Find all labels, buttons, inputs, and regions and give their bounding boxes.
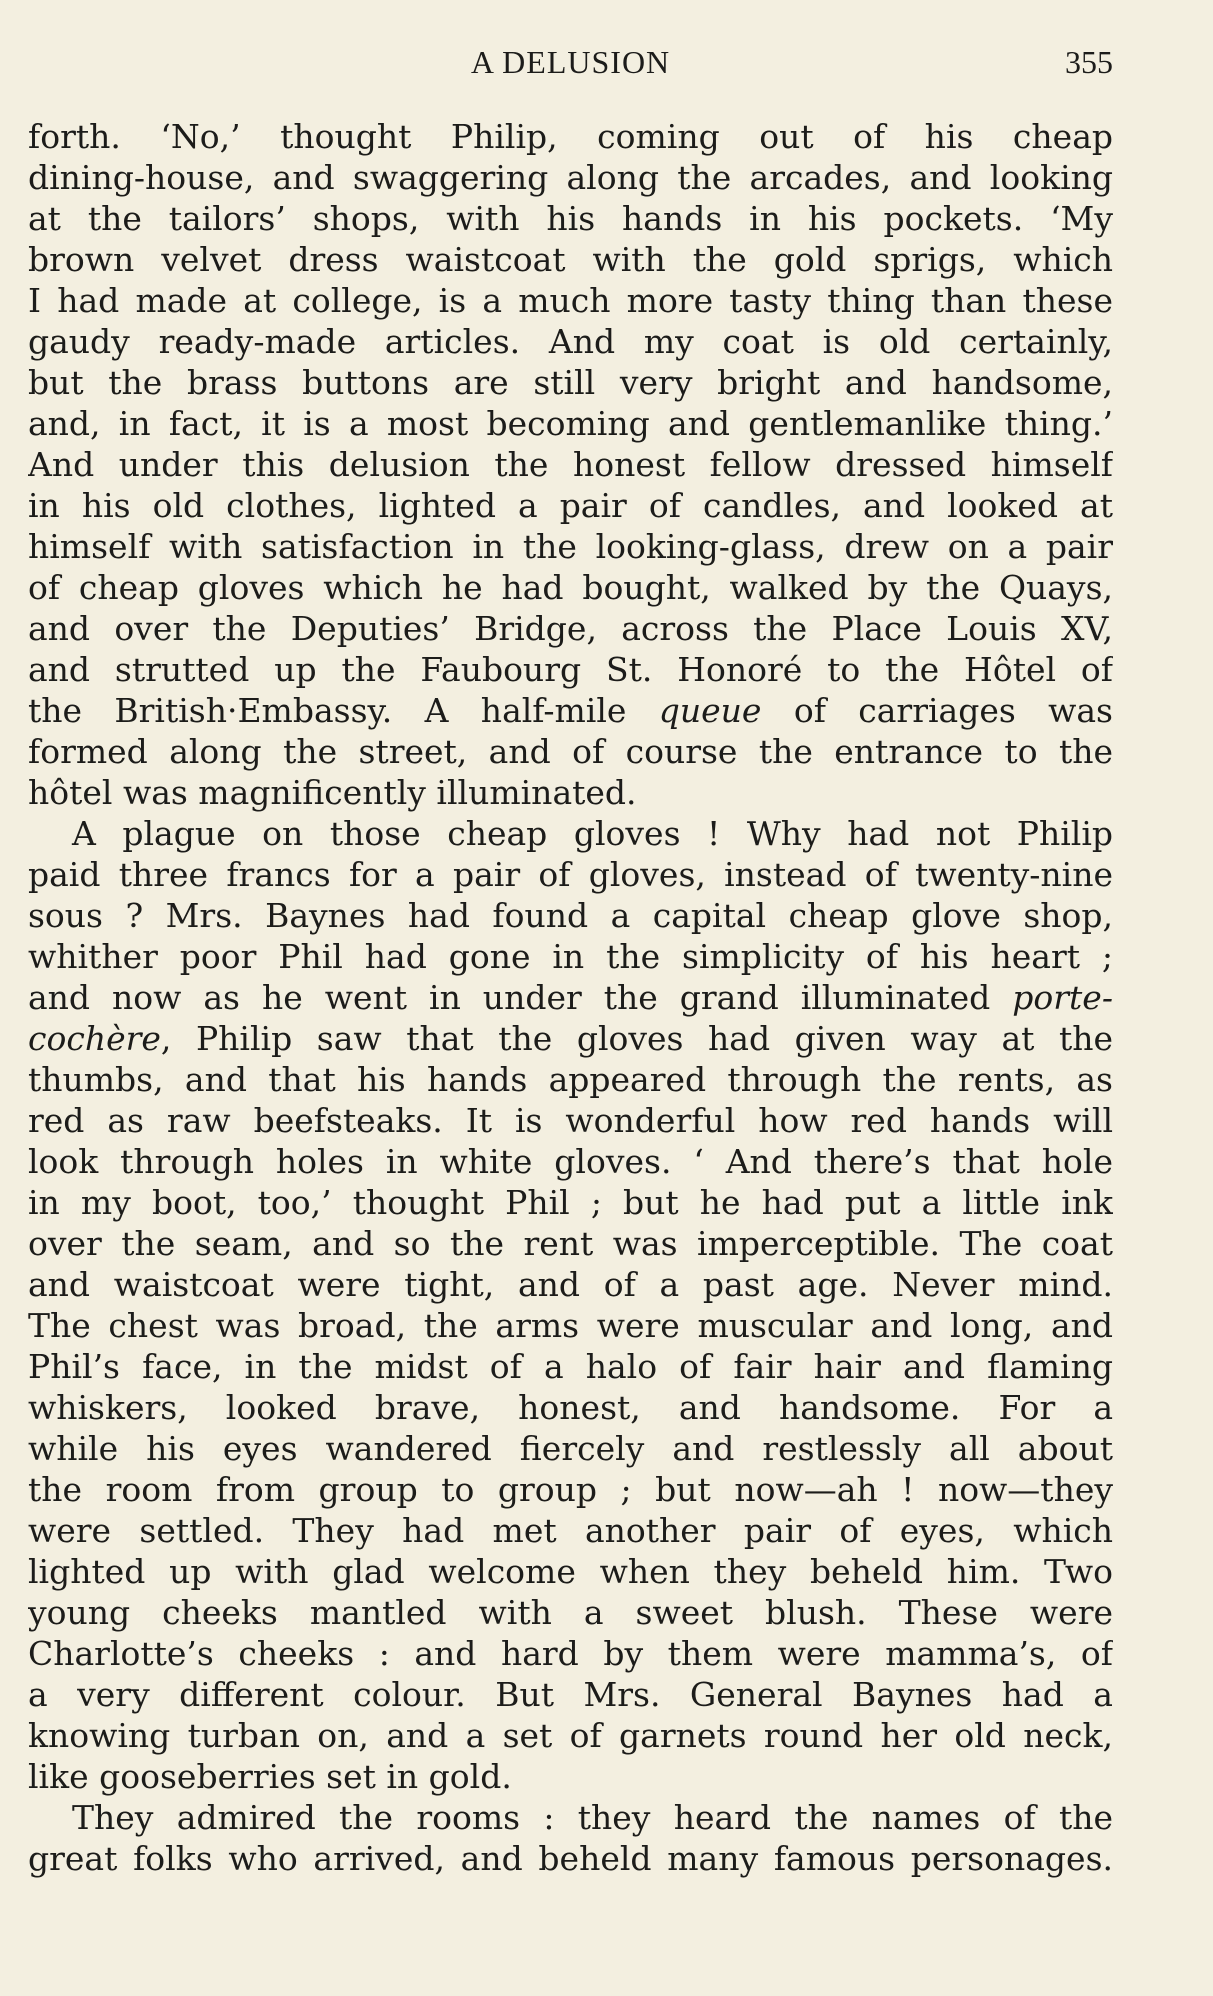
- text-line: and, in fact, it is a most becoming and gentlemanlike thing.’: [28, 404, 1113, 443]
- text-line: while his eyes wandered fiercely and restlessly all about: [28, 1429, 1113, 1468]
- text-line: [28, 977, 1113, 1018]
- text-line: at the tailors’ shops, with his hands in his pockets. ‘My: [28, 199, 1113, 238]
- text-line: young cheeks mantled with a sweet blush. These were: [28, 1593, 1113, 1632]
- italic-word: queue: [658, 691, 762, 730]
- text-line: lighted up with glad welcome when they beheld him. Two: [28, 1552, 1113, 1591]
- text-line: a very different colour. But Mrs. General Baynes had a: [28, 1675, 1113, 1714]
- line-segment: , Philip saw that the gloves had given way at the: [160, 1019, 1113, 1058]
- text-line: thumbs, and that his hands appeared through the rents, as: [28, 1060, 1113, 1099]
- text-line: in my boot, too,’ thought Phil ; but he had put a little ink: [28, 1183, 1113, 1222]
- body-text: [28, 116, 1113, 1879]
- text-line: And under this delusion the honest fellow dressed himself: [28, 445, 1113, 484]
- text-line: sous ? Mrs. Baynes had found a capital cheap glove shop,: [28, 896, 1113, 935]
- paragraph-start-line: A plague on those cheap gloves ! Why had not Philip: [72, 814, 1113, 853]
- line-segment: of carriages was: [761, 691, 1113, 730]
- text-line: formed along the street, and of course the entrance to the: [28, 732, 1113, 771]
- italic-word: porte-: [1012, 978, 1113, 1017]
- text-line: whiskers, looked brave, honest, and handsome. For a: [28, 1388, 1113, 1427]
- text-line: forth. ‘No,’ thought Philip, coming out of his cheap: [28, 117, 1113, 156]
- text-line: The chest was broad, the arms were muscular and long, and: [28, 1306, 1113, 1345]
- italic-word: cochère: [28, 1019, 161, 1058]
- text-line: but the brass buttons are still very bright and handsome,: [28, 363, 1113, 402]
- text-line: Charlotte’s cheeks : and hard by them were mamma’s, of: [28, 1634, 1113, 1673]
- running-head: [28, 40, 1113, 84]
- text-line: Phil’s face, in the midst of a halo of fair hair and flaming: [28, 1347, 1113, 1386]
- text-line: [28, 1018, 1113, 1059]
- text-line: and strutted up the Faubourg St. Honoré to the Hôtel of: [28, 650, 1113, 689]
- text-line: of cheap gloves which he had bought, walked by the Quays,: [28, 568, 1113, 607]
- paragraph-start-line: They admired the rooms : they heard the names of the: [72, 1798, 1113, 1837]
- text-line: dining-house, and swaggering along the arcades, and looking: [28, 158, 1113, 197]
- page-number: 355: [1065, 44, 1113, 80]
- text-line: himself with satisfaction in the looking-glass, drew on a pair: [28, 527, 1113, 566]
- text-line: red as raw beefsteaks. It is wonderful how red hands will: [28, 1101, 1113, 1140]
- text-line: paid three francs for a pair of gloves, instead of twenty-nine: [28, 855, 1113, 894]
- text-line: [28, 690, 1113, 731]
- text-line: whither poor Phil had gone in the simplicity of his heart ;: [28, 937, 1113, 976]
- line-segment: and now as he went in under the grand illuminated: [28, 978, 1013, 1017]
- text-line: like gooseberries set in gold.: [28, 1757, 512, 1796]
- text-line: over the seam, and so the rent was imperceptible. The coat: [28, 1224, 1113, 1263]
- text-line: knowing turban on, and a set of garnets round her old neck,: [28, 1716, 1113, 1755]
- text-line: were settled. They had met another pair of eyes, which: [28, 1511, 1113, 1550]
- text-line: look through holes in white gloves. ‘ And there’s that hole: [28, 1142, 1113, 1181]
- text-line: in his old clothes, lighted a pair of candles, and looked at: [28, 486, 1113, 525]
- line-segment: the British·Embassy. A half-mile: [28, 691, 659, 730]
- text-line: hôtel was magnificently illuminated.: [28, 773, 637, 812]
- text-line: and waistcoat were tight, and of a past age. Never mind.: [28, 1265, 1113, 1304]
- text-line: great folks who arrived, and beheld many famous personages.: [28, 1839, 1113, 1878]
- chapter-title: A DELUSION: [470, 44, 671, 80]
- text-line: the room from group to group ; but now—ah ! now—they: [28, 1470, 1113, 1509]
- text-line: I had made at college, is a much more tasty thing than these: [28, 281, 1113, 320]
- text-line: brown velvet dress waistcoat with the gold sprigs, which: [28, 240, 1113, 279]
- text-line: and over the Deputies’ Bridge, across the Place Louis XV,: [28, 609, 1113, 648]
- text-line: gaudy ready-made articles. And my coat is old certainly,: [28, 322, 1113, 361]
